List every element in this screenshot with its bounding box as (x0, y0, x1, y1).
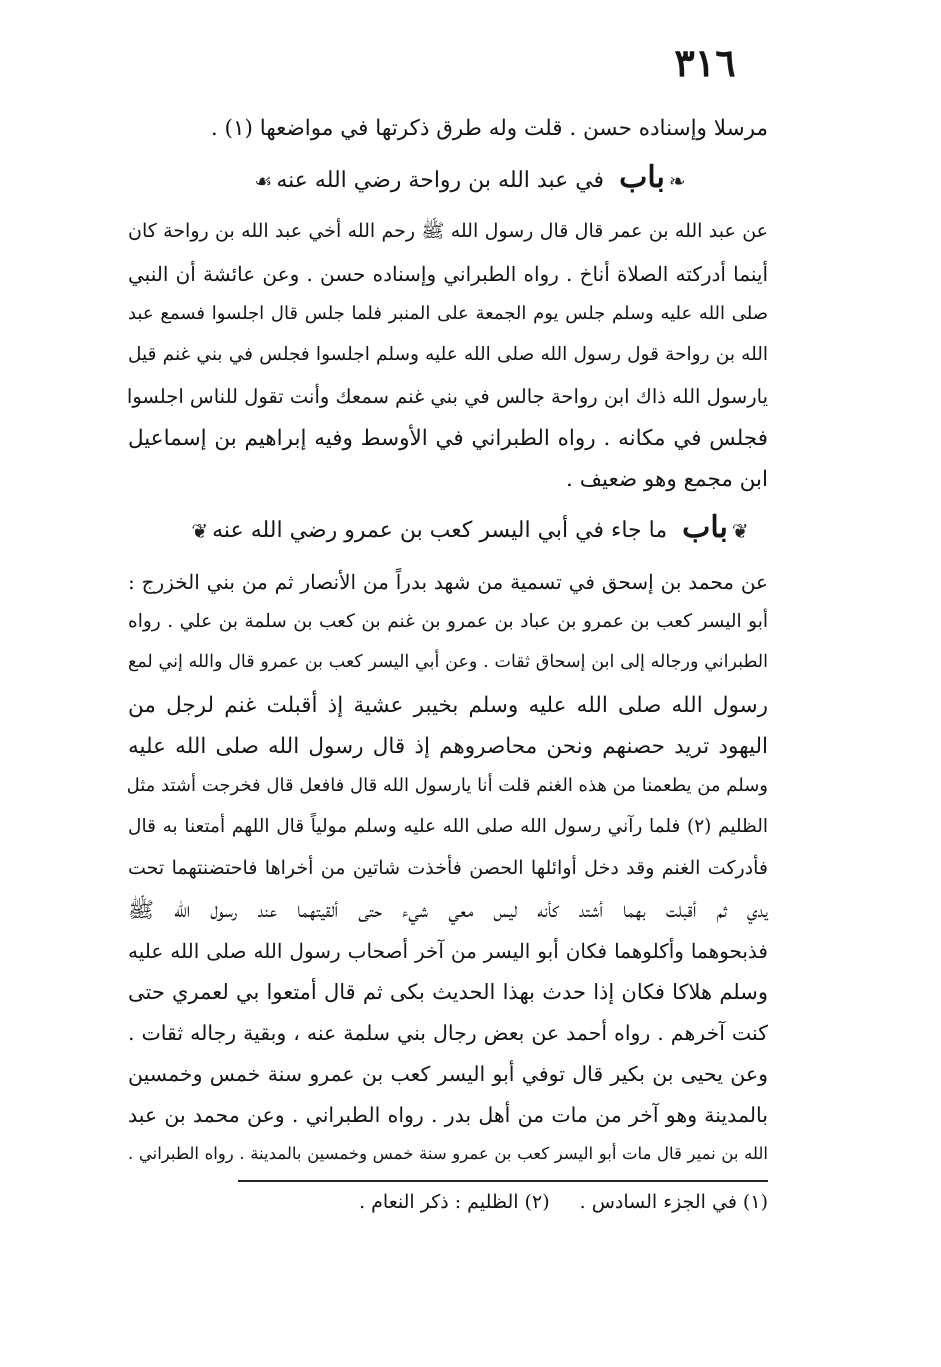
bab-label: باب (682, 510, 728, 545)
ornament-left-icon: ❦ (191, 519, 209, 543)
section-title: في عبد الله بن رواحة رضي الله عنه (276, 168, 605, 193)
section-heading-1 (150, 158, 790, 198)
text-line: يارسول الله ذاك ابن رواحة جالس في بني غنم سمعك وأنت تقول للناس اجلسوا (126, 385, 768, 408)
ornament-right-icon: ❧ (668, 169, 686, 193)
text-line: كنت آخرهم . رواه أحمد عن بعض رجال بني سلمة عنه ، وبقية رجاله ثقات . (128, 1021, 768, 1045)
text-line: الظليم (٢) فلما رآني رسول الله صلى الله عليه وسلم مولياً قال اللهم أمتعنا به قال (128, 816, 768, 837)
ornament-right-icon: ❦ (731, 519, 749, 543)
text-line: الله بن رواحة قول رسول الله صلى الله عليه وسلم اجلسوا فجلس في بني غنم قيل (128, 344, 768, 365)
text-line: وسلم هلاكا فكان إذا حدث بهذا الحديث بكى ثم قال أمتعوا بي لعمري حتى (128, 980, 768, 1004)
text-line: عن محمد بن إسحق في تسمية من شهد بدراً من الأنصار ثم من بني الخزرج : (128, 570, 768, 594)
text-line: أبو اليسر كعب بن عمرو بن عباد بن عمرو بن غنم بن كعب بن سلمة بن علي . رواه (128, 611, 768, 632)
section-heading-2 (150, 508, 790, 548)
text-line: فذبحوهما وأكلوهما فكان أبو اليسر من آخر أصحاب رسول الله صلى الله عليه (128, 939, 768, 963)
text-line: رسول الله صلى الله عليه وسلم بخيبر عشية إذ أقبلت غنم لرجل من (128, 693, 768, 718)
text-line: فأدركت الغنم وقد دخل أوائلها الحصن فأخذت شاتين من أخراها فاحتضنتهما تحت (128, 857, 768, 879)
text-line: يدي ثم أقبلت بهما أشتد كأنه ليس معي شيء حتى ألقيتهما عند رسول الله ﷺ (128, 898, 768, 923)
text-line: ابن مجمع وهو ضعيف . (566, 467, 768, 492)
text-line: فجلس في مكانه . رواه الطبراني في الأوسط وفيه إبراهيم بن إسماعيل (128, 426, 768, 451)
footnote-2: (٢) الظليم : ذكر النعام . (359, 1191, 550, 1213)
text-line: صلى الله عليه وسلم جلس يوم الجمعة على المنبر فلما جلس قال اجلسوا فسمع عبد (128, 303, 768, 324)
page-number: ٣١٦ (674, 40, 736, 85)
text-line: وسلم من يطعمنا من هذه الغنم قلت أنا يارسول الله قال فافعل قال فخرجت أشتد مثل (126, 775, 768, 796)
text-line: اليهود تريد حصنهم ونحن محاصروهم إذ قال رسول الله صلى الله عليه (128, 734, 768, 759)
footnote-divider (238, 1180, 768, 1182)
text-line: بالمدينة وهو آخر من مات من أهل بدر . رواه الطبراني . وعن محمد بن عبد (128, 1103, 768, 1127)
bab-label: باب (619, 160, 665, 195)
text-line: الطبراني ورجاله إلى ابن إسحاق ثقات . وعن أبي اليسر كعب بن عمرو قال والله إني لمع (128, 652, 768, 672)
ornament-left-icon: ☙ (254, 169, 273, 193)
text-line: الله بن نمير قال مات أبو اليسر كعب بن عمرو سنة خمس وخمسين بالمدينة . رواه الطبراني . (128, 1144, 768, 1163)
intro-line: مرسلا وإسناده حسن . قلت وله طرق ذكرتها في مواضعها (١) . (210, 116, 768, 141)
text-line: وعن يحيى بن بكير قال توفي أبو اليسر كعب بن عمرو سنة خمس وخمسين (128, 1062, 768, 1086)
footnotes (238, 1193, 768, 1212)
text-line: عن عبد الله بن عمر قال قال رسول الله ﷺ رحم الله أخي عبد الله بن رواحة كان (128, 220, 768, 242)
text-line: أينما أدركته الصلاة أناخ . رواه الطبراني وإسناده حسن . وعن عائشة أن النبي (128, 262, 768, 286)
footnote-1: (١) في الجزء السادس . (579, 1191, 768, 1213)
section-title: ما جاء في أبي اليسر كعب بن عمرو رضي الله عنه (212, 518, 668, 543)
